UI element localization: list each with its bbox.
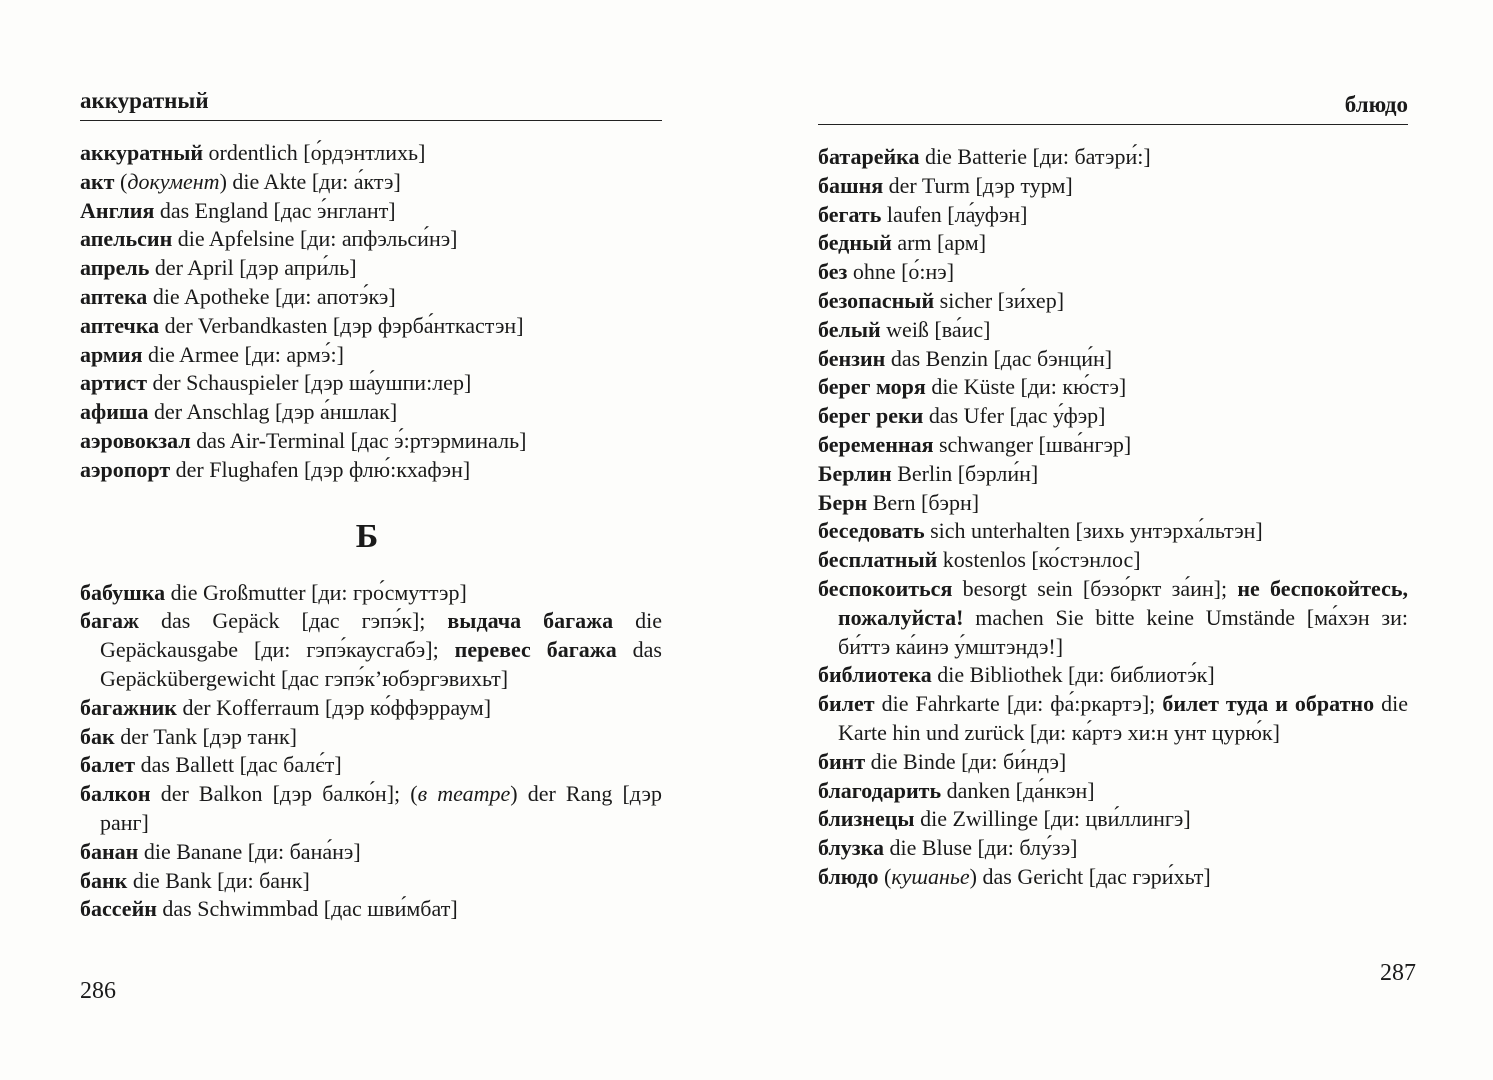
- headword: блузка: [818, 835, 884, 861]
- dictionary-entry: [818, 258, 1408, 287]
- dictionary-entry: [818, 373, 1408, 402]
- headword: бак: [80, 723, 115, 749]
- dictionary-entry: [818, 546, 1408, 575]
- translation: die Zwillinge [ди: цви́ллингэ]: [914, 806, 1191, 832]
- headword: аптечка: [80, 312, 160, 338]
- translation: sich unterhalten [зихь унтэрха́льтэн]: [924, 518, 1263, 544]
- dictionary-entry: [80, 312, 662, 341]
- dictionary-entry: [80, 751, 662, 780]
- headword: близнецы: [818, 806, 915, 832]
- headword: берег моря: [818, 374, 926, 400]
- headword: армия: [80, 341, 143, 367]
- headword: библиотека: [818, 662, 932, 688]
- section-letter: Б: [355, 517, 379, 555]
- entry-list: [818, 143, 1408, 892]
- translation: die Binde [ди: би́ндэ]: [865, 748, 1067, 774]
- translation: ordentlich [о́рдэнтлихь]: [203, 140, 426, 165]
- translation: Berlin [бэрли́н]: [891, 460, 1039, 486]
- headword: бензин: [818, 345, 886, 371]
- translation: laufen [ла́уфэн]: [881, 201, 1028, 227]
- headword: Берлин: [818, 460, 892, 486]
- right-page: [818, 92, 1408, 892]
- dictionary-entry: [818, 575, 1408, 661]
- translation: die Banane [ди: бана́нэ]: [138, 838, 361, 864]
- translation: machen Sie bitte keine Umstände [ма́хэн зи: би́ттэ ка́инэ у́мштэндэ!]: [838, 604, 1408, 659]
- dictionary-entry: [818, 316, 1408, 345]
- headword: балет: [80, 752, 136, 778]
- translation: das Ufer [дас у́фэр]: [923, 403, 1106, 429]
- usage-note: кушанье: [891, 863, 970, 889]
- entry-list: [80, 579, 662, 925]
- translation: der April [дэр апри́ль]: [149, 255, 357, 281]
- headword: блюдо: [818, 863, 879, 889]
- dictionary-entry: [818, 143, 1408, 172]
- dictionary-entry: [80, 607, 662, 693]
- translation: die Apfelsine [ди: апфэльси́нэ]: [172, 226, 458, 252]
- usage-note: документ: [127, 168, 220, 194]
- dictionary-entry: [80, 456, 662, 485]
- translation: der Verbandkasten [дэр фэрба́нткастэн]: [159, 312, 524, 338]
- headword: башня: [818, 172, 884, 198]
- translation: schwanger [шва́нгэр]: [933, 431, 1132, 457]
- dictionary-entry: [80, 283, 662, 312]
- header-rule: [818, 124, 1408, 125]
- dictionary-entry: [818, 287, 1408, 316]
- headword: беспокоиться: [818, 575, 953, 601]
- headword: бедный: [818, 230, 892, 256]
- translation: das Benzin [дас бэнци́н]: [885, 345, 1113, 371]
- dictionary-entry: [818, 489, 1408, 518]
- translation: das England [дас э́нглант]: [154, 197, 396, 223]
- translation: die Fahrkarte [ди: фа́:ркартэ];: [874, 691, 1163, 717]
- dictionary-entry: [80, 254, 662, 283]
- headword: багажник: [80, 694, 177, 720]
- dictionary-entry: [818, 460, 1408, 489]
- translation: das Air-Terminal [дас э́:ртэрминаль]: [190, 427, 527, 453]
- headword: банк: [80, 867, 128, 893]
- translation: die Bibliothek [ди: библиотэ́к]: [931, 662, 1215, 688]
- dictionary-entry: [818, 517, 1408, 546]
- dictionary-entry: [80, 694, 662, 723]
- headword: батарейка: [818, 144, 920, 169]
- headword: аэропорт: [80, 456, 171, 482]
- dictionary-entry: [818, 431, 1408, 460]
- dictionary-entry: [80, 579, 662, 608]
- headword: беседовать: [818, 518, 925, 544]
- headword: бесплатный: [818, 547, 938, 573]
- dictionary-entry: [818, 229, 1408, 258]
- headword: выдача багажа: [447, 608, 614, 634]
- dictionary-entry: [818, 748, 1408, 777]
- dictionary-entry: [818, 661, 1408, 690]
- translation: arm [арм]: [891, 230, 987, 256]
- translation: die Gepäckausgabe [ди: гэпэ́каусгабэ];: [100, 608, 663, 663]
- headword: белый: [818, 316, 881, 342]
- translation: das Gepäckübergewicht [дас гэпэ́к’юбэргэвихьт]: [100, 637, 662, 691]
- translation: das Schwimmbad [дас шви́мбат]: [156, 896, 458, 922]
- headword: афиша: [80, 399, 149, 425]
- dictionary-entry: [80, 398, 662, 427]
- headword: багаж: [80, 608, 139, 634]
- translation: der Schauspieler [дэр ша́ушпи:лер]: [147, 370, 472, 396]
- translation: (: [114, 168, 128, 194]
- translation: das Ballett [дас балє́т]: [135, 752, 342, 778]
- translation: der Anschlag [дэр а́ншлак]: [148, 399, 398, 425]
- translation: die Karte hin und zurück [ди: ка́ртэ хи:н унт цурю́к]: [838, 691, 1408, 745]
- translation: die Bank [ди: банк]: [127, 867, 310, 893]
- headword: благодарить: [818, 777, 942, 803]
- left-page: [80, 88, 662, 924]
- dictionary-entry: [80, 780, 662, 838]
- page-number: 287: [1380, 960, 1416, 986]
- translation: ) das Gericht [дас гэри́хьт]: [969, 863, 1211, 889]
- dictionary-entry: [818, 805, 1408, 834]
- headword: билет: [818, 691, 875, 717]
- translation: ) die Akte [ди: а́ктэ]: [219, 168, 401, 194]
- translation: die Küste [ди: кю́стэ]: [925, 374, 1127, 400]
- headword: Англия: [80, 197, 155, 223]
- dictionary-entry: [818, 863, 1408, 892]
- headword: берег реки: [818, 403, 924, 429]
- dictionary-entry: [818, 834, 1408, 863]
- dictionary-entry: [818, 690, 1408, 748]
- headword: беременная: [818, 431, 934, 457]
- running-head: блюдо: [1344, 92, 1408, 117]
- dictionary-entry: [80, 427, 662, 456]
- headword: бассейн: [80, 896, 157, 922]
- headword: бинт: [818, 748, 866, 774]
- translation: (: [878, 863, 892, 889]
- dictionary-entry: [818, 402, 1408, 431]
- translation: Bern [бэрн]: [867, 489, 980, 515]
- entry-list: [80, 139, 662, 485]
- translation: sicher [зи́хер]: [934, 287, 1065, 313]
- usage-note: в театре: [417, 781, 511, 807]
- translation: kostenlos [ко́стэнлос]: [937, 547, 1141, 573]
- dictionary-entry: [80, 225, 662, 254]
- dictionary-entry: [818, 172, 1408, 201]
- translation: der Flughafen [дэр флю́:кхафэн]: [170, 456, 471, 482]
- dictionary-entry: [80, 139, 662, 168]
- headword: Берн: [818, 489, 868, 515]
- translation: ohne [о́:нэ]: [847, 259, 955, 285]
- headword: не беспокойтесь, пожалуйста!: [838, 575, 1408, 630]
- headword: акт: [80, 168, 115, 194]
- headword: аэровокзал: [80, 427, 191, 453]
- headword: банан: [80, 838, 139, 864]
- dictionary-entry: [818, 201, 1408, 230]
- translation: die Batterie [ди: батэри́:]: [919, 144, 1151, 169]
- dictionary-entry: [818, 777, 1408, 806]
- translation: danken [да́нкэн]: [941, 777, 1095, 803]
- translation: der Balkon [дэр балко́н]; (: [150, 781, 418, 807]
- translation: das Gepäck [дас гэпэ́к];: [138, 608, 448, 634]
- dictionary-entry: [80, 867, 662, 896]
- translation: ) der Rang [дэр ранг]: [100, 781, 662, 835]
- translation: die Großmutter [ди: гро́смуттэр]: [165, 579, 467, 605]
- dictionary-entry: [80, 197, 662, 226]
- headword: билет туда и обратно: [1162, 691, 1375, 717]
- headword: бегать: [818, 201, 882, 227]
- translation: die Armee [ди: армэ́:]: [142, 341, 344, 367]
- translation: der Kofferraum [дэр ко́ффэрраум]: [176, 694, 492, 720]
- dictionary-entry: [80, 838, 662, 867]
- translation: der Tank [дэр танк]: [114, 723, 297, 749]
- translation: der Turm [дэр турм]: [883, 172, 1073, 198]
- headword: без: [818, 259, 848, 285]
- headword: артист: [80, 370, 147, 396]
- headword: перевес багажа: [454, 637, 617, 663]
- headword: балкон: [80, 781, 151, 807]
- dictionary-entry: [80, 723, 662, 752]
- translation: die Bluse [ди: блу́зэ]: [883, 835, 1078, 861]
- translation: besorgt sein [бэзо́ркт за́ин];: [952, 575, 1238, 601]
- dictionary-entry: [80, 341, 662, 370]
- headword: апрель: [80, 255, 150, 281]
- headword: аптека: [80, 283, 148, 309]
- headword: аккуратный: [80, 140, 204, 165]
- dictionary-entry: [80, 369, 662, 398]
- dictionary-entry: [818, 345, 1408, 374]
- dictionary-entry: [80, 168, 662, 197]
- header-rule: [80, 120, 662, 121]
- headword: бабушка: [80, 579, 166, 605]
- running-head: аккуратный: [80, 88, 209, 113]
- headword: апельсин: [80, 226, 173, 252]
- translation: weiß [ва́ис]: [880, 316, 991, 342]
- dictionary-entry: [80, 895, 662, 924]
- page-number: 286: [80, 978, 116, 1004]
- headword: безопасный: [818, 287, 935, 313]
- translation: die Apotheke [ди: апотэ́кэ]: [147, 283, 396, 309]
